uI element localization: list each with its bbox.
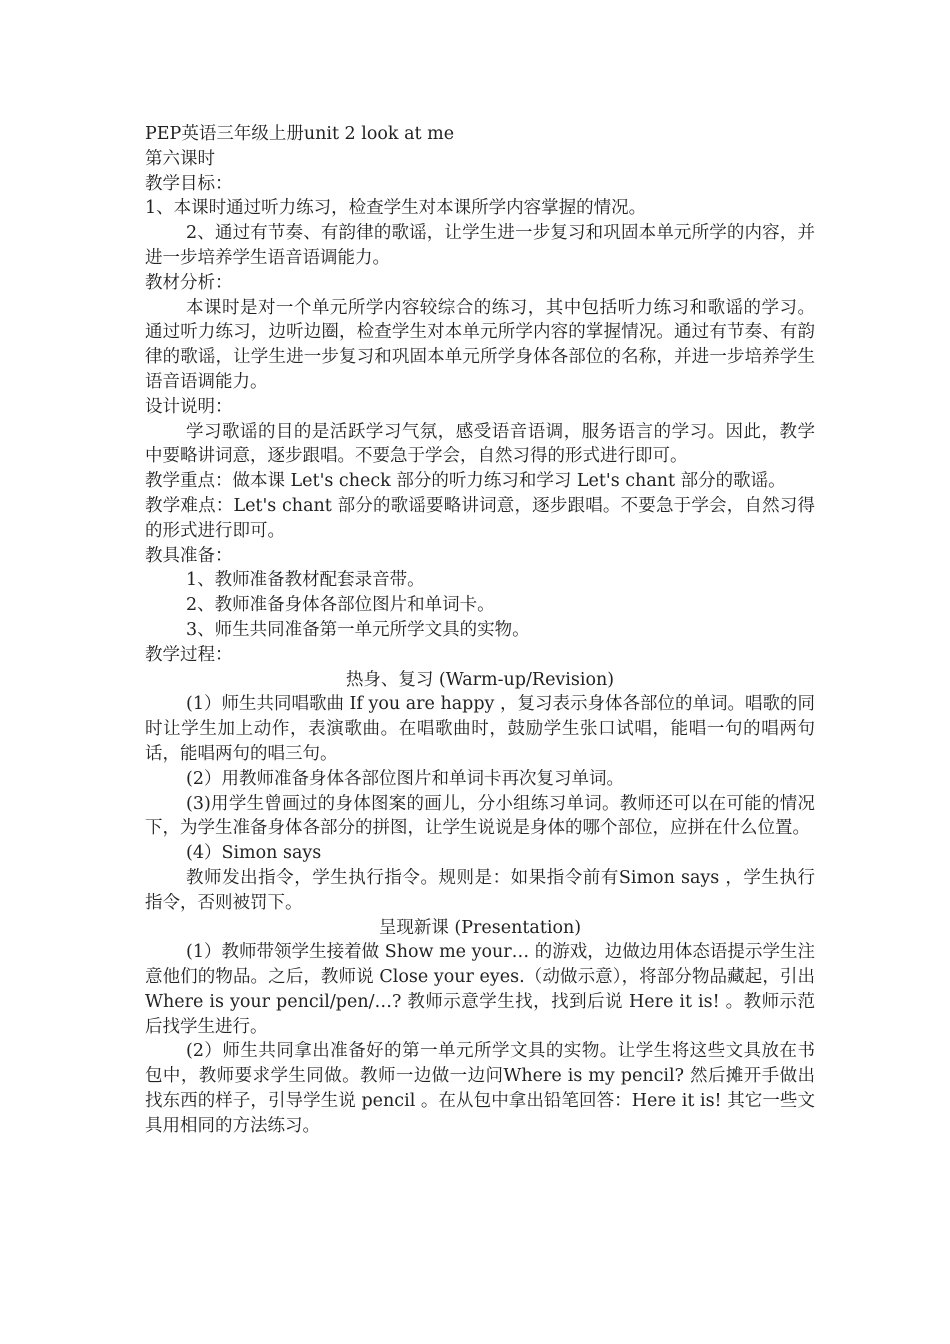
presentation-item: (1）教师带领学生接着做 Show me your… 的游戏，边做边用体态语提示学生注意他们的物品。之后，教师说 Close your eyes.（动做示意），将部分物品藏起，引出 Where is your pencil/pen/…? 教师示意学生找，找到后说 Here it is! 。教师示范后找学生进行。 — [145, 942, 815, 1037]
warmup-item: (4）Simon says — [186, 843, 322, 864]
document-title: PEP英语三年级上册unit 2 look at me — [145, 124, 455, 144]
preparation-item: 1、教师准备教材配套录音带。 — [186, 570, 425, 591]
warmup-item: 教师发出指令，学生执行指令。规则是：如果指令前有Simon says ，学生执行指令，否则被罚下。 — [145, 867, 815, 913]
presentation-item: (2）师生共同拿出准备好的第一单元所学文具的实物。让学生将这些文具放在书包中，教师要求学生同做。教师一边做一边问Where is my pencil? 然后摊开手做出找东西的样子，引导学生说 pencil 。在从包中拿出铅笔回答：Here it is! 其它一些文具用相同的方法练习。 — [145, 1041, 815, 1136]
design-text: 学习歌谣的目的是活跃学习气氛，感受语音语调，服务语言的学习。因此，教学中要略讲词意，逐步跟唱。不要急于学会，自然习得的形式进行即可。 — [145, 421, 815, 467]
warmup-item: (1）师生共同唱歌曲 If you are happy ，复习表示身体各部位的单词。唱歌的同时让学生加上动作，表演歌曲。在唱歌曲时，鼓励学生张口试唱，能唱一句的唱两句话，能唱两句的唱三句。 — [145, 694, 816, 764]
presentation-heading: 呈现新课 (Presentation) — [378, 917, 582, 938]
design-heading: 设计说明： — [145, 396, 233, 417]
warmup-heading: 热身、复习 (Warm-up/Revision) — [345, 669, 615, 690]
objectives-heading: 教学目标： — [145, 173, 233, 194]
lesson-number: 第六课时 — [145, 148, 215, 169]
analysis-text: 本课时是对一个单元所学内容较综合的练习，其中包括听力练习和歌谣的学习。通过听力练习，边听边圈，检查学生对本单元所学内容的掌握情况。通过有节奏、有韵律的歌谣，让学生进一步复习和巩固本单元所学身体各部位的名称，并进一步培养学生语音语调能力。 — [145, 297, 815, 392]
objective-item: 2、通过有节奏、有韵律的歌谣，让学生进一步复习和巩固本单元所学的内容，并进一步培养学生语音语调能力。 — [145, 223, 815, 268]
document-body — [145, 122, 815, 1139]
preparation-heading: 教具准备： — [145, 545, 233, 566]
difficulties: 教学难点：Let's chant 部分的歌谣要略讲词意，逐步跟唱。不要急于学会，自然习得的形式进行即可。 — [145, 495, 815, 541]
preparation-item: 3、师生共同准备第一单元所学文具的实物。 — [186, 619, 530, 640]
objective-item: 1、本课时通过听力练习，检查学生对本课所学内容掌握的情况。 — [145, 198, 647, 219]
process-heading: 教学过程： — [145, 644, 233, 665]
warmup-item: (3)用学生曾画过的身体图案的画儿，分小组练习单词。教师还可以在可能的情况下，为学生准备身体各部分的拼图，让学生说说是身体的哪个部位，应拼在什么位置。 — [145, 793, 815, 839]
warmup-item: (2）用教师准备身体各部位图片和单词卡再次复习单词。 — [186, 768, 624, 789]
key-points: 教学重点：做本课 Let's check 部分的听力练习和学习 Let's chant 部分的歌谣。 — [145, 471, 786, 492]
preparation-item: 2、教师准备身体各部位图片和单词卡。 — [186, 595, 495, 616]
analysis-heading: 教材分析： — [145, 272, 233, 293]
